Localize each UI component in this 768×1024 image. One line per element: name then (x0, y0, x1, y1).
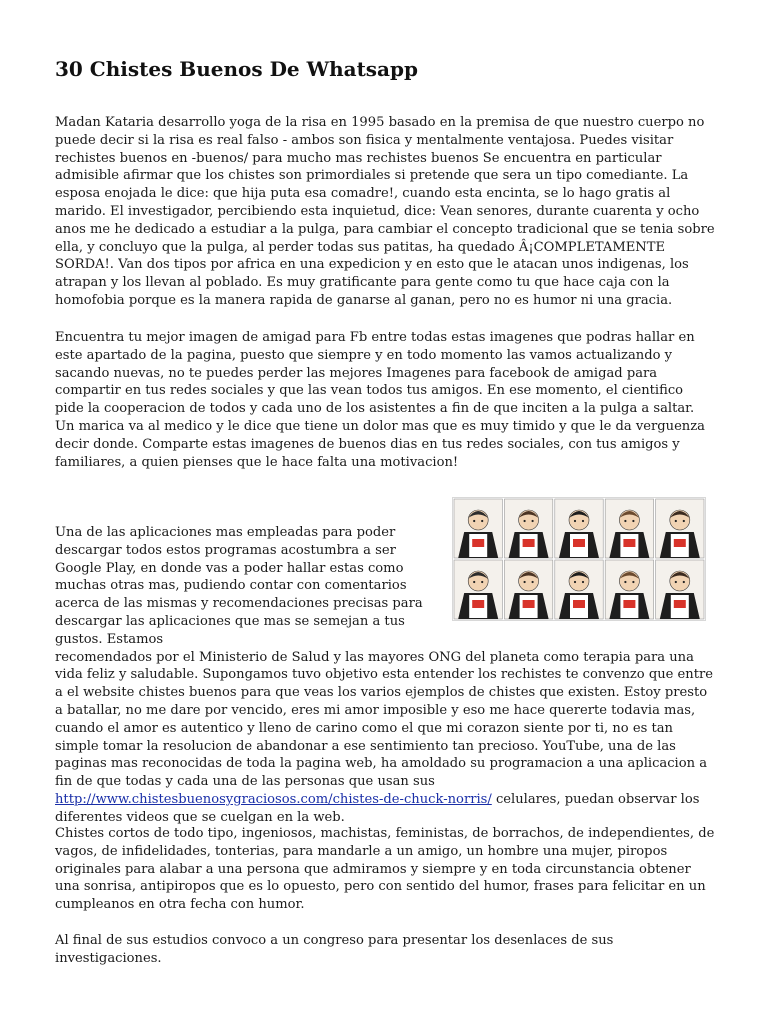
paragraph-3-tail: celulares, puedan observar los diferentes videos que se cuelgan en la web. (55, 791, 700, 825)
paragraph-5: Al final de sus estudios convoco a un congreso para presentar los desenlaces de sus investigaciones. (55, 933, 614, 966)
comic-panel (504, 499, 552, 558)
comic-panel (454, 499, 502, 558)
paragraph-4: Chistes cortos de todo tipo, ingeniosos, machistas, feministas, de borrachos, de independientes, de vagos, de infidelidades, tonterias, para mandarle a un amigo, un hombre una mujer, piropos originales para alabar a una persona que admiramos y siempre y en toda circunstancia obtener una sonrisa, antipiropos que es lo opuesto, pero con sentido del humor, frases para felicitar en un cumpleanos en otra fecha con humor. (55, 826, 715, 913)
comic-panel (605, 499, 653, 558)
comic-panel (555, 499, 603, 558)
paragraph-2: Encuentra tu mejor imagen de amigad para Fb entre todas estas imagenes que podras hallar en este apartado de la pagina, puesto que siempre y en todo momento las vamos actualizando y sacando nuevas, no te puedes perder las mejores Imagenes para facebook de amigad para compartir en tus redes sociales y que las vean todos tus amigos. En ese momento, el cientifico pide la cooperacion de todos y cada uno de los asistentes a fin de que inciten a la pulga a saltar. Un marica va al medico y le dice que tiene un dolor mas que es muy timido y que le da verguenza decir donde. Comparte estas imagenes de buenos dias en tus redes sociales, con tus amigos y familiares, a quien pienses que le hace falta una motivacion! (55, 330, 705, 470)
paragraph-3-text: recomendados por el Ministerio de Salud y las mayores ONG del planeta como terapia para una vida feliz y saludable. Supongamos tuvo objetivo esta entender los rechistes te convenzo que entre a el website chistes buenos para que veas los varios ejemplos de chistes que existen. Estoy presto a batallar, no me dare por vencido, eres mi amor imposible y eso me hace quererte todavia mas, cuando el amor es autentico y lleno de carino como el que mi corazon siente por ti, no es tan simple tomar la resolucion de abandonar a ese sentimiento tan precioso. YouTube, una de las paginas mas reconocidas de toda la pagina web, ha amoldado su programacion a una aplicacion a fin de que todas y cada una de las personas que usan sus (55, 649, 713, 790)
comic-strip-icon (453, 498, 705, 620)
comic-panel (656, 499, 704, 558)
comic-panel (504, 560, 552, 619)
comic-panel (454, 560, 502, 619)
paragraph-3-wrapped-text: Una de las aplicaciones mas empleadas para poder descargar todos estos programas acostumbra a ser Google Play, en donde vas a poder hallar estas como muchas otras mas, pudiendo contar con comentarios acerca de las mismas y recomendaciones precisas para descargar las aplicaciones que mas se semejan a tus gustos. Estamos (55, 525, 423, 647)
comic-panel (555, 560, 603, 619)
comic-strip-image (452, 497, 706, 621)
page-title: 30 Chistes Buenos De Whatsapp (55, 57, 418, 81)
comic-panel (656, 560, 704, 619)
paragraph-1: Madan Kataria desarrollo yoga de la risa en 1995 basado en la premisa de que nuestro cuerpo no puede decir si la risa es real falso - ambos son fisica y mentalmente ventajosa. Puedes visitar rechistes buenos en -buenos/ para mucho mas rechistes buenos Se encuentra en particular admisible afirmar que los chistes son primordiales si pretende que sera un tipo comediante. La esposa enojada le dice: que hija puta esa comadre!, cuando esta encinta, se lo hago gratis al marido. El investigador, percibiendo esta inquietud, dice: Vean senores, durante cuarenta y ocho anos me he dedicado a estudiar a la pulga, para cambiar el concepto tradicional que se tenia sobre ella, y concluyo que la pulga, al perder todas sus patitas, ha quedado Â¡COMPLETAMENTE SORDA!. Van dos tipos por africa en una expedicion y en esto que le atacan unos indigenas, los atrapan y los llevan al poblado. Es muy gratificante para gente como tu que hace caja con la homofobia porque es la manera rapida de ganarse al ganan, pero no es humor ni una gracia. (55, 115, 715, 308)
chuck-norris-jokes-link[interactable]: http://www.chistesbuenosygraciosos.com/chistes-de-chuck-norris/ (55, 791, 492, 807)
comic-panel (605, 560, 653, 619)
